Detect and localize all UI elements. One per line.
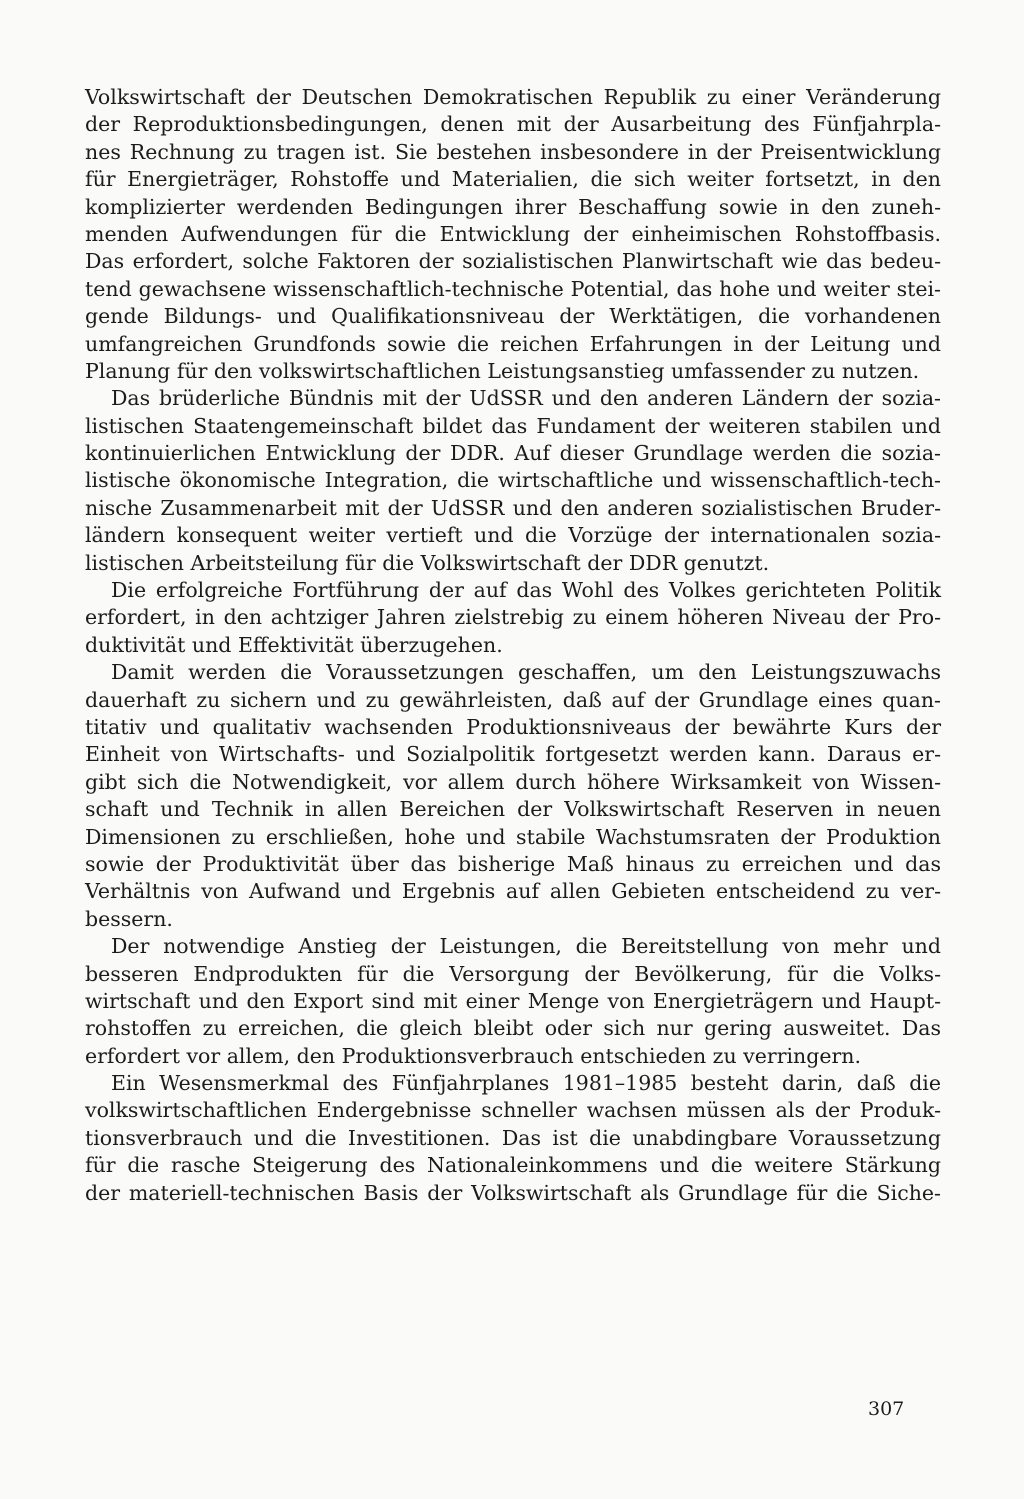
text-line: tionsverbrauch und die Investitionen. Das ist die unabdingbare Voraussetzung [85, 1125, 941, 1150]
text-line: gende Bildungs- und Qualifikationsniveau der Werktätigen, die vorhandenen [85, 304, 941, 329]
paragraph [85, 577, 941, 659]
text-line: listische ökonomische Integration, die wirtschaftliche und wissenschaftlich-tech- [85, 468, 941, 493]
text-line: nes Rechnung zu tragen ist. Sie bestehen insbesondere in der Preisentwicklung [85, 139, 941, 164]
text-line: Verhältnis von Aufwand und Ergebnis auf allen Gebieten entscheidend zu ver- [85, 879, 941, 904]
text-line: menden Aufwendungen für die Entwicklung der einheimischen Rohstoffbasis. [85, 221, 941, 246]
text-line: Die erfolgreiche Fortführung der auf das Wohl des Volkes gerichteten Politik [111, 578, 941, 603]
text-line: besseren Endprodukten für die Versorgung der Bevölkerung, für die Volks- [85, 961, 941, 986]
text-line: Einheit von Wirtschafts- und Sozialpolitik fortgesetzt werden kann. Daraus er- [85, 742, 941, 767]
text-line: duktivität und Effektivität überzugehen. [85, 632, 503, 657]
text-line: bessern. [85, 906, 173, 931]
text-line: ländern konsequent weiter vertieft und die Vorzüge der internationalen sozia- [85, 523, 941, 548]
text-line: Das erfordert, solche Faktoren der sozialistischen Planwirtschaft wie das bedeu- [85, 249, 941, 274]
text-line: kontinuierlichen Entwicklung der DDR. Auf dieser Grundlage werden die sozia- [85, 441, 941, 466]
text-line: Der notwendige Anstieg der Leistungen, die Bereitstellung von mehr und [111, 934, 941, 959]
paragraph [85, 84, 941, 385]
text-line: Ein Wesensmerkmal des Fünfjahrplanes 1981–1985 besteht darin, daß die [111, 1071, 941, 1096]
page-number: 307 [868, 1398, 905, 1420]
text-line: erfordert, in den achtziger Jahren zielstrebig zu einem höheren Niveau der Pro- [85, 605, 941, 630]
text-line: volkswirtschaftlichen Endergebnisse schneller wachsen müssen als der Produk- [85, 1098, 941, 1123]
text-line: rohstoffen zu erreichen, die gleich bleibt oder sich nur gering ausweitet. Das [85, 1016, 941, 1041]
text-line: Dimensionen zu erschließen, hohe und stabile Wachstumsraten der Produktion [85, 824, 941, 849]
text-line: tend gewachsene wissenschaftlich-technische Potential, das hohe und weiter stei- [85, 276, 941, 301]
text-line: Planung für den volkswirtschaftlichen Leistungsanstieg umfassender zu nutzen. [85, 358, 920, 383]
text-line: für Energieträger, Rohstoffe und Materialien, die sich weiter fortsetzt, in den [85, 167, 941, 192]
text-line: listischen Staatengemeinschaft bildet das Fundament der weiteren stabilen und [85, 413, 941, 438]
text-line: gibt sich die Notwendigkeit, vor allem durch höhere Wirksamkeit von Wissen- [85, 769, 941, 794]
paragraph [85, 385, 941, 577]
text-line: der Reproduktionsbedingungen, denen mit der Ausarbeitung des Fünfjahrpla- [85, 112, 941, 137]
text-line: dauerhaft zu sichern und zu gewährleisten, daß auf der Grundlage eines quan- [85, 687, 941, 712]
text-line: umfangreichen Grundfonds sowie die reichen Erfahrungen in der Leitung und [85, 331, 941, 356]
text-line: schaft und Technik in allen Bereichen der Volkswirtschaft Reserven in neuen [85, 797, 941, 822]
text-line: der materiell-technischen Basis der Volkswirtschaft als Grundlage für die Siche- [85, 1180, 941, 1205]
text-line: listischen Arbeitsteilung für die Volkswirtschaft der DDR genutzt. [85, 550, 770, 575]
text-line: nische Zusammenarbeit mit der UdSSR und den anderen sozialistischen Bruder- [85, 495, 941, 520]
paragraph [85, 659, 941, 933]
text-line: Damit werden die Voraussetzungen geschaffen, um den Leistungszuwachs [111, 660, 941, 685]
text-line: sowie der Produktivität über das bisherige Maß hinaus zu erreichen und das [85, 851, 941, 876]
text-line: titativ und qualitativ wachsenden Produktionsniveaus der bewährte Kurs der [85, 714, 941, 739]
text-line: komplizierter werdenden Bedingungen ihrer Beschaffung sowie in den zuneh- [85, 194, 941, 219]
text-line: Volkswirtschaft der Deutschen Demokratischen Republik zu einer Veränderung [85, 85, 941, 109]
paragraph [85, 933, 941, 1070]
text-line: wirtschaft und den Export sind mit einer Menge von Energieträgern und Haupt- [85, 988, 941, 1013]
text-line: für die rasche Steigerung des Nationaleinkommens und die weitere Stärkung [85, 1153, 941, 1178]
text-line: Das brüderliche Bündnis mit der UdSSR und den anderen Ländern der sozia- [111, 386, 941, 411]
text-line: erfordert vor allem, den Produktionsverbrauch entschieden zu verringern. [85, 1043, 862, 1068]
body-text [85, 84, 941, 1207]
paragraph [85, 1070, 941, 1207]
